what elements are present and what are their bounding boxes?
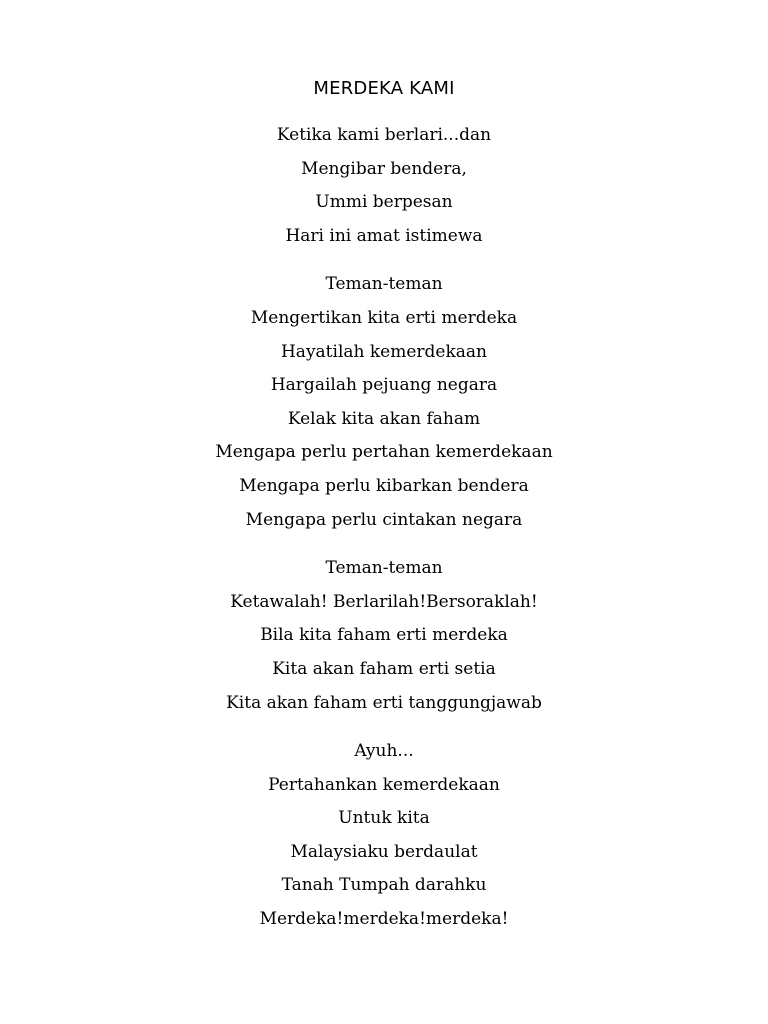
poem-line: Teman-teman [325,274,443,295]
poem-line: Hari ini amat istimewa [285,225,483,246]
poem-line: Untuk kita [338,808,430,829]
poem-line: Mengertikan kita erti merdeka [250,307,518,328]
poem-line: Pertahankan kemerdekaan [268,774,500,795]
poem-line: Kita akan faham erti tanggungjawab [226,692,542,713]
poem-line: Mengapa perlu cintakan negara [245,509,523,530]
poem-line: Mengapa perlu pertahan kemerdekaan [215,442,553,463]
poem-line: Hayatilah kemerdekaan [280,341,488,362]
poem-line: Mengibar bendera, [301,158,467,179]
poem-line: Ayuh... [354,741,414,762]
poem-line: Malaysiaku berdaulat [290,841,478,862]
poem-line: Ketawalah! Berlarilah!Bersoraklah! [230,591,538,612]
stanza-2 [0,268,768,537]
poem-line: Ketika kami berlari...dan [276,125,492,145]
poem-title: MERDEKA KAMI [313,78,455,99]
poem-line: Teman-teman [325,558,443,579]
poem-line: Hargailah pejuang negara [270,375,498,396]
poem-line: Ummi berpesan [315,192,453,213]
poem-line: Bila kita faham erti merdeka [260,625,508,646]
stanza-3 [0,552,768,720]
poem-line: Mengapa perlu kibarkan bendera [239,475,529,496]
poem-line: Kelak kita akan faham [287,408,481,429]
poem-line: Kita akan faham erti setia [272,658,496,679]
poem-line: Tanah Tumpah darahku [281,875,487,896]
stanza-1 [0,119,768,253]
stanza-4 [0,735,768,937]
poem-line: Merdeka!merdeka!merdeka! [259,909,509,930]
